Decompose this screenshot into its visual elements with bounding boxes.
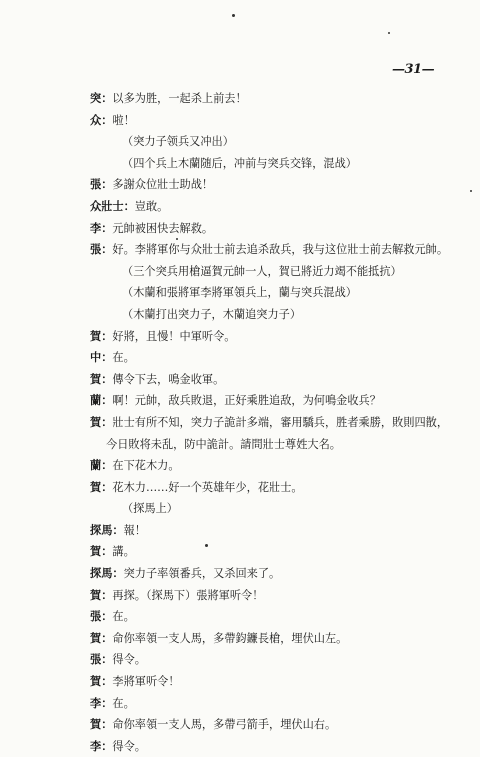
dialogue-line [90,455,465,477]
dialogue-line [90,541,465,563]
speaker-label: 賀： [90,717,113,732]
line-text: 得令。 [112,739,146,753]
line-text: （四个兵上木蘭随后，冲前与突兵交锋，混战） [122,156,357,170]
speaker-label: 張： [90,609,113,624]
scan-speck [470,190,472,192]
scan-speck [232,14,235,17]
line-text: 在。 [112,351,135,365]
line-text: 啦！ [112,113,135,127]
line-text: 今日敗将未乱，防中詭計。請問壯士尊姓大名。 [106,437,341,451]
line-text: 在。 [112,696,135,710]
dialogue-line [90,671,465,693]
line-text: （木蘭打出突力子，木蘭追突力子） [122,307,302,321]
dialogue-line [90,606,465,628]
speaker-label: 探馬： [90,566,124,581]
line-text: 好。李將軍你与众壯士前去追杀敌兵，我与这位壯士前去解救元帥。 [112,243,449,257]
dialogue-line [90,649,465,671]
dialogue-line [90,412,465,434]
line-text: 在下花木力。 [112,459,180,473]
line-text: 好將，且慢！中軍听令。 [112,329,236,343]
speaker-label: 張： [90,652,113,667]
speaker-label: 賀： [90,479,113,494]
dialogue-line [90,390,465,412]
speaker-label: 蘭： [90,393,113,408]
line-text: 再探。（探馬下）張將軍听令！ [112,588,264,602]
speaker-label: 李： [90,220,113,235]
line-text: 李將軍听令！ [112,675,180,689]
speaker-label: 賀： [90,414,113,429]
line-text: （木蘭和張將軍李將軍領兵上，蘭与突兵混战） [122,286,357,300]
speaker-label: 突： [90,91,113,105]
dialogue-line [90,326,465,348]
line-text: 突力子率領番兵，又杀回来了。 [123,567,281,581]
dialogue-line [90,714,465,736]
speaker-label: 蘭： [90,458,113,473]
speaker-label: 賀： [90,328,113,343]
line-text: 講。 [112,545,135,559]
speaker-label: 張： [90,177,113,192]
line-text: 啊！元帥，敌兵敗退，正好乘胜追敌，为何鳴金收兵？ [112,394,381,408]
stage-direction [90,153,465,175]
speaker-label: 李： [90,738,113,753]
line-text: 命你率領一支人馬，多帶弓箭手，埋伏山右。 [112,718,337,732]
line-text: 得令。 [112,653,146,667]
line-text: 元帥被困快去解救。 [112,221,214,235]
speaker-label: 賀： [90,544,113,559]
line-text: 以多为胜，一起杀上前去！ [112,92,247,105]
speaker-label: 賀： [90,587,113,602]
page-number: —31— [392,62,435,77]
line-text: （突力子领兵又冲出） [122,135,234,149]
dialogue-line [90,174,465,196]
dialogue-line [90,520,465,542]
stage-direction [90,304,465,326]
dialogue-line [90,110,465,132]
speaker-label: 中： [90,350,113,365]
dialogue-line [90,563,465,585]
dialogue-line [90,693,465,715]
stage-direction [90,131,465,153]
stage-direction [90,282,465,304]
speaker-label: 众： [90,112,113,127]
speaker-label: 賀： [90,371,113,386]
dialogue-line [90,347,465,369]
script-lines [90,88,465,757]
line-text: 壯士有所不知，突力子詭計多端，審用驕兵，胜者乘勝，敗則四散， [112,415,449,429]
speaker-label: 賀： [90,630,113,645]
dialogue-line [90,239,465,261]
line-text: 多謝众位壯士助战！ [112,178,214,192]
speaker-label: 李： [90,695,113,710]
scan-speck [176,238,178,240]
speaker-label: 賀： [90,674,113,689]
line-text: 豈敢。 [134,199,169,213]
dialogue-line [90,369,465,391]
dialogue-line [90,477,465,499]
speaker-label: 探馬： [90,522,124,537]
stage-direction [90,261,465,283]
scan-speck [205,544,208,547]
dialogue-line [90,196,465,218]
line-text: 在。 [112,610,135,624]
line-text: 傳令下去，鳴金收軍。 [112,372,225,386]
speaker-label: 張： [90,242,113,257]
dialogue-line [90,88,465,110]
line-text: 花木力……好一个英雄年少，花壯士。 [112,480,303,494]
dialogue-line [90,628,465,650]
line-text: （三个突兵用槍逼賀元帥一人，賀已將近力竭不能抵抗） [122,264,402,278]
line-text: （探馬上） [122,502,178,516]
dialogue-line [90,736,465,757]
line-text: 報！ [123,523,146,537]
dialogue-continuation [90,434,465,456]
dialogue-line [90,218,465,240]
scan-speck [388,32,390,34]
stage-direction [90,498,465,520]
line-text: 命你率領一支人馬，多帶鈞鐮長槍，埋伏山左。 [112,631,348,645]
dialogue-line [90,585,465,607]
speaker-label: 众壯士： [90,198,135,213]
